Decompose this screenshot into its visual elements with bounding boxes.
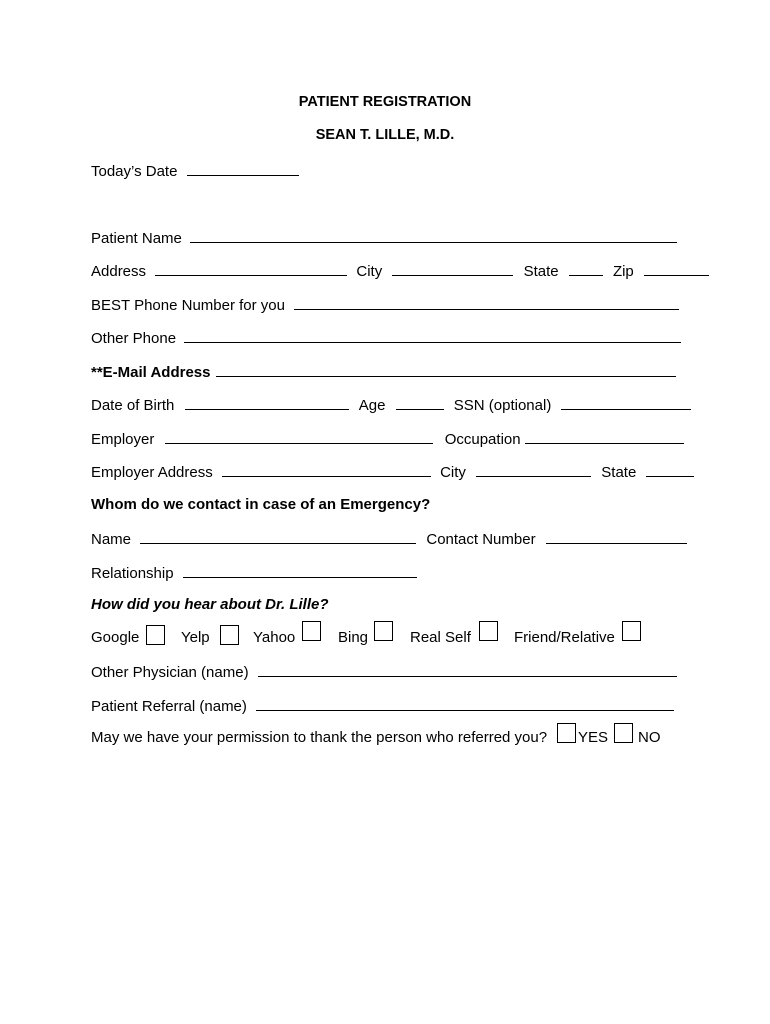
doctor-name: SEAN T. LILLE, M.D. xyxy=(315,127,455,143)
option-google-checkbox[interactable] xyxy=(146,625,165,645)
city-field[interactable] xyxy=(392,261,513,276)
contact-number-field[interactable] xyxy=(546,529,687,544)
other-physician-row xyxy=(91,662,677,680)
employer-state-field[interactable] xyxy=(646,462,694,477)
email-field[interactable] xyxy=(216,362,676,377)
address-label: Address xyxy=(91,263,147,280)
best-phone-field[interactable] xyxy=(294,295,679,310)
option-yelp-checkbox[interactable] xyxy=(220,625,239,645)
emergency-name-label: Name xyxy=(91,531,132,548)
best-phone-row xyxy=(91,295,679,313)
employer-city-field[interactable] xyxy=(476,462,591,477)
patient-name-field[interactable] xyxy=(190,228,677,243)
other-physician-label: Other Physician (name) xyxy=(91,664,249,681)
permission-no-checkbox[interactable] xyxy=(614,723,633,743)
option-google-label: Google xyxy=(91,629,140,646)
patient-referral-field[interactable] xyxy=(256,696,674,711)
patient-name-label: Patient Name xyxy=(91,230,182,247)
contact-number-label: Contact Number xyxy=(426,531,536,548)
option-realself-label: Real Self xyxy=(410,629,471,646)
option-bing-checkbox[interactable] xyxy=(374,621,393,641)
other-physician-field[interactable] xyxy=(258,662,677,677)
relationship-field[interactable] xyxy=(183,563,417,578)
other-phone-row xyxy=(91,328,681,346)
permission-yes-checkbox[interactable] xyxy=(557,723,576,743)
patient-referral-row xyxy=(91,696,674,714)
employer-row xyxy=(91,429,684,447)
emergency-name-row xyxy=(91,529,687,547)
option-yelp-label: Yelp xyxy=(181,629,210,646)
other-phone-field[interactable] xyxy=(184,328,681,343)
relationship-label: Relationship xyxy=(91,565,174,582)
email-label: **E-Mail Address xyxy=(91,364,211,381)
city-label: City xyxy=(356,263,383,280)
todays-date-field[interactable] xyxy=(187,161,299,176)
option-realself-checkbox[interactable] xyxy=(479,621,498,641)
zip-field[interactable] xyxy=(644,261,709,276)
ssn-label: SSN (optional) xyxy=(453,397,552,414)
option-yahoo-checkbox[interactable] xyxy=(302,621,321,641)
employer-address-label: Employer Address xyxy=(91,464,213,481)
referral-options-row xyxy=(0,629,770,653)
address-field[interactable] xyxy=(155,261,347,276)
age-label: Age xyxy=(358,397,386,414)
relationship-row xyxy=(91,563,417,581)
referral-heading: How did you hear about Dr. Lille? xyxy=(91,596,329,613)
permission-row xyxy=(0,729,770,753)
todays-date-label: Today’s Date xyxy=(91,163,178,180)
email-row xyxy=(91,362,676,380)
state-label: State xyxy=(523,263,559,280)
occupation-field[interactable] xyxy=(525,429,684,444)
ssn-field[interactable] xyxy=(561,395,691,410)
todays-date-row xyxy=(91,161,299,179)
option-friend-checkbox[interactable] xyxy=(622,621,641,641)
other-phone-label: Other Phone xyxy=(91,330,177,347)
occupation-label: Occupation xyxy=(444,431,521,448)
emergency-name-field[interactable] xyxy=(140,529,416,544)
employer-address-field[interactable] xyxy=(222,462,431,477)
emergency-heading: Whom do we contact in case of an Emergency? xyxy=(91,496,431,513)
dob-row xyxy=(91,395,691,413)
dob-label: Date of Birth xyxy=(91,397,175,414)
option-friend-label: Friend/Relative xyxy=(514,629,615,646)
form-title: PATIENT REGISTRATION xyxy=(298,94,472,110)
employer-address-row xyxy=(91,462,694,480)
option-yahoo-label: Yahoo xyxy=(253,629,296,646)
patient-referral-label: Patient Referral (name) xyxy=(91,698,247,715)
age-field[interactable] xyxy=(396,395,444,410)
patient-name-row xyxy=(91,228,677,246)
employer-label: Employer xyxy=(91,431,155,448)
address-row xyxy=(91,261,709,279)
best-phone-label: BEST Phone Number for you xyxy=(91,297,285,314)
employer-city-label: City xyxy=(440,464,466,481)
employer-field[interactable] xyxy=(165,429,433,444)
permission-question: May we have your permission to thank the person who referred you? xyxy=(91,729,548,746)
permission-yes-label: YES xyxy=(578,729,609,746)
zip-label: Zip xyxy=(612,263,634,280)
employer-state-label: State xyxy=(601,464,637,481)
permission-no-label: NO xyxy=(638,729,661,746)
dob-field[interactable] xyxy=(185,395,349,410)
state-field[interactable] xyxy=(569,261,603,276)
option-bing-label: Bing xyxy=(338,629,369,646)
